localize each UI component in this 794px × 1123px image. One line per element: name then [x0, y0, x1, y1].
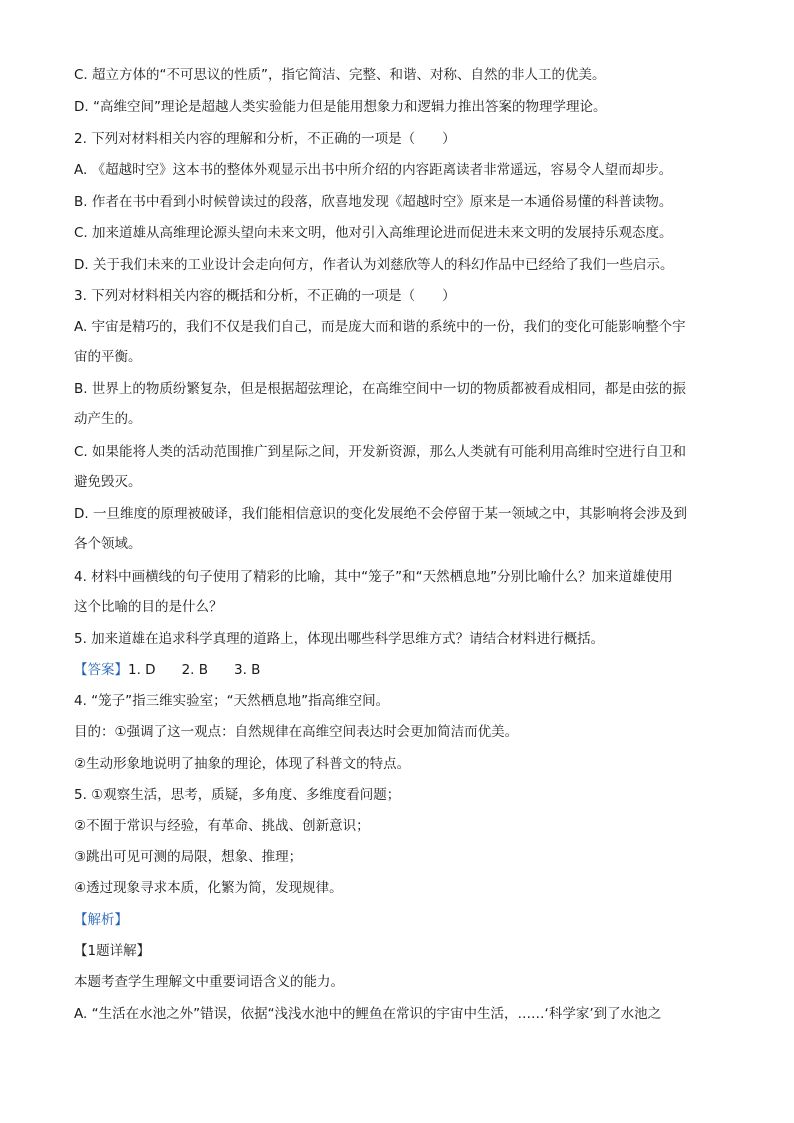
- answer-5-point-4: ④透过现象寻求本质，化繁为简，发现规律。: [74, 880, 343, 896]
- option-3b-cont: 动产生的。: [74, 411, 142, 427]
- option-2a: A. 《超越时空》这本书的整体外观显示出书中所介绍的内容距离读者非常遥远，容易令人望而却步。: [74, 162, 673, 178]
- option-2c: C. 加来道雄从高维理论源头望向未来文明，他对引入高维理论进而促进未来文明的发展持乐观态度。: [74, 225, 673, 241]
- answer-4: 4. “笼子”指三维实验室；“天然栖息地”指高维空间。: [74, 693, 390, 709]
- question-4: 4. 材料中画横线的句子使用了精彩的比喻，其中“笼子”和“天然栖息地”分别比喻什么？加来道雄使用: [74, 569, 673, 585]
- option-1c: C. 超立方体的“不可思议的性质”，指它简洁、完整、和谐、对称、自然的非人工的优美。: [74, 67, 606, 83]
- option-3d: D. 一旦维度的原理被破译，我们能相信意识的变化发展绝不会停留于某一领域之中，其影响将会涉及到: [74, 506, 687, 522]
- answer-5-point-2: ②不囿于常识与经验，有革命、挑战、创新意识；: [74, 818, 370, 834]
- option-2b: B. 作者在书中看到小时候曾读过的段落，欣喜地发现《超越时空》原来是一本通俗易懂的科普读物。: [74, 194, 673, 210]
- option-3c-cont: 避免毁灭。: [74, 474, 142, 490]
- analysis-tag: 【解析】: [74, 912, 128, 928]
- option-3a-cont: 宙的平衡。: [74, 349, 142, 365]
- question-5: 5. 加来道雄在追求科学真理的道路上，体现出哪些科学思维方式？请结合材料进行概括。: [74, 631, 605, 647]
- answer-line: [74, 661, 722, 679]
- question-3: 3. 下列对材料相关内容的概括和分析，不正确的一项是（ ）: [74, 288, 456, 304]
- answer-5-point-3: ③跳出可见可测的局限，想象、推理；: [74, 849, 303, 865]
- detail-a: A. “生活在水池之外”错误，依据“浅浅水池中的鲤鱼在常识的宇宙中生活，……‘科学家’到了水池之: [74, 1006, 662, 1022]
- detail-tag: 【1题详解】: [74, 943, 151, 959]
- answer-2: 2. B: [181, 662, 209, 678]
- answer-3: 3. B: [234, 662, 261, 678]
- option-3b: B. 世界上的物质纷繁复杂，但是根据超弦理论，在高维空间中一切的物质都被看成相同，都是由弦的振: [74, 381, 686, 397]
- option-3c: C. 如果能将人类的活动范围推广到星际之间，开发新资源，那么人类就有可能利用高维时空进行自卫和: [74, 444, 687, 460]
- answer-4-point-2: ②生动形象地说明了抽象的理论，体现了科普文的特点。: [74, 756, 411, 772]
- option-1d: D. “高维空间”理论是超越人类实验能力但是能用想象力和逻辑力推出答案的物理学理论。: [74, 99, 607, 115]
- answer-5-point-1: 5. ①观察生活，思考，质疑，多角度、多维度看问题；: [74, 787, 401, 803]
- option-3d-cont: 各个领域。: [74, 536, 142, 552]
- answer-4-purpose: 目的：①强调了这一观点：自然规律在高维空间表达时会更加简洁而优美。: [74, 724, 519, 740]
- option-3a: A. 宇宙是精巧的，我们不仅是我们自己，而是庞大而和谐的系统中的一份，我们的变化可能影响整个宇: [74, 319, 686, 335]
- answer-tag: 【答案】: [74, 662, 128, 678]
- option-2d: D. 关于我们未来的工业设计会走向何方，作者认为刘慈欣等人的科幻作品中已经给了我们一些启示。: [74, 257, 674, 273]
- question-4-cont: 这个比喻的目的是什么？: [74, 599, 223, 615]
- question-2: 2. 下列对材料相关内容的理解和分析，不正确的一项是（ ）: [74, 131, 456, 147]
- answer-1: 1. D: [128, 662, 156, 678]
- detail-intro: 本题考查学生理解文中重要词语含义的能力。: [74, 974, 344, 990]
